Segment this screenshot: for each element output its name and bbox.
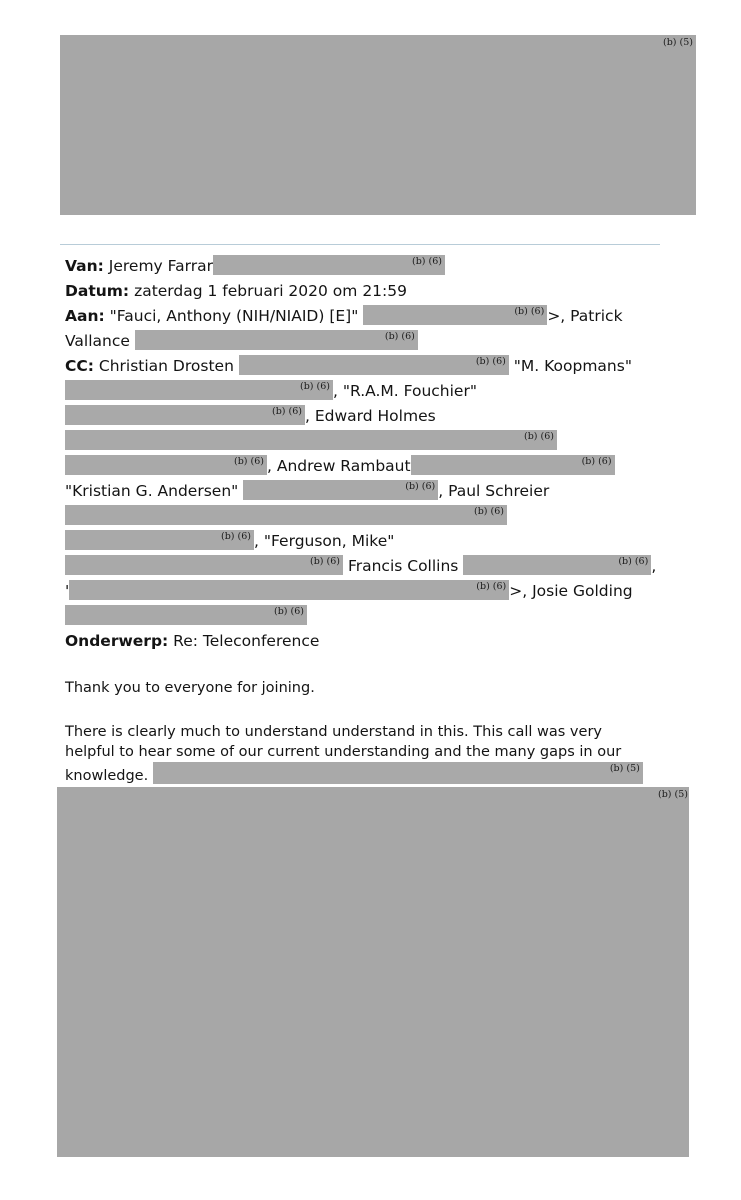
header-divider	[60, 244, 660, 245]
cc-line-5	[65, 454, 685, 479]
redacted-email	[213, 255, 445, 275]
redaction-code: (b) (6)	[234, 456, 264, 467]
body-line-3: knowledge.	[65, 768, 149, 784]
redaction-code: (b) (6)	[310, 556, 340, 567]
redaction-code: (b) (6)	[514, 306, 545, 317]
cc-line-9	[65, 554, 685, 579]
cc-fouchier: , "R.A.M. Fouchier"	[333, 382, 477, 400]
to-line	[65, 304, 685, 329]
redacted-email	[65, 555, 343, 575]
redacted-email	[65, 605, 307, 625]
date-line	[65, 279, 685, 304]
redaction-code: (b) (6)	[475, 356, 506, 367]
redacted-email	[363, 305, 547, 325]
redaction-code: (b) (6)	[581, 456, 612, 467]
cc-line-6	[65, 479, 685, 504]
cc-drosten: Christian Drosten	[98, 357, 234, 375]
cc-line-4	[65, 429, 685, 454]
body-line-3-wrap	[65, 762, 665, 786]
redaction-code: (b) (6)	[300, 381, 330, 392]
cc-line-2	[65, 379, 685, 404]
email-header	[65, 254, 685, 654]
redacted-email	[411, 455, 615, 475]
from-name: Jeremy Farrar	[108, 257, 213, 275]
redaction-code: (b) (6)	[476, 581, 507, 592]
cc-rambaut: , Andrew Rambaut	[267, 457, 411, 475]
to-patrick: >, Patrick	[547, 307, 623, 325]
redacted-email	[65, 380, 333, 400]
redaction-code: (b) (6)	[412, 256, 442, 267]
cc-apostrophe: '	[65, 582, 70, 600]
cc-label: CC:	[65, 357, 94, 375]
redaction-code: (b) (6)	[221, 531, 251, 542]
cc-golding: >, Josie Golding	[509, 582, 633, 600]
redaction-code: (b) (6)	[618, 556, 649, 567]
redaction-code: (b) (5)	[658, 789, 688, 800]
redacted-email	[65, 505, 507, 525]
redaction-code: (b) (6)	[524, 431, 554, 442]
cc-line-8	[65, 529, 685, 554]
redacted-email	[135, 330, 418, 350]
redaction-code: (b) (6)	[272, 406, 302, 417]
cc-ferguson: , "Ferguson, Mike"	[254, 532, 395, 550]
cc-line-7	[65, 504, 685, 529]
redacted-email	[65, 430, 557, 450]
bottom-redaction-block	[57, 787, 689, 1157]
cc-line	[65, 354, 685, 379]
redaction-code: (b) (5)	[609, 763, 640, 774]
top-redaction-block	[60, 35, 696, 215]
date-value: zaterdag 1 februari 2020 om 21:59	[134, 282, 407, 300]
cc-holmes: , Edward Holmes	[305, 407, 436, 425]
cc-line-3	[65, 404, 685, 429]
body-para-2	[65, 722, 665, 786]
body-line-2: helpful to hear some of our current understanding and the many gaps in our	[65, 744, 622, 760]
redacted-email	[463, 555, 651, 575]
redacted-email	[65, 405, 305, 425]
redacted-email	[243, 480, 438, 500]
to-label: Aan:	[65, 307, 105, 325]
to-line-2	[65, 329, 685, 354]
cc-schreier: , Paul Schreier	[438, 482, 550, 500]
redaction-code: (b) (6)	[274, 606, 304, 617]
to-vallance: Vallance	[65, 332, 130, 350]
cc-andersen: "Kristian G. Andersen"	[65, 482, 239, 500]
redacted-email	[239, 355, 509, 375]
redaction-code: (b) (6)	[405, 481, 436, 492]
redaction-code: (b) (6)	[384, 331, 415, 342]
redacted-email	[65, 455, 267, 475]
cc-comma: ,	[651, 557, 657, 575]
cc-collins: Francis Collins	[347, 557, 459, 575]
redacted-email	[65, 530, 254, 550]
body-line-1: There is clearly much to understand understand in this. This call was very	[65, 724, 602, 740]
cc-line-10	[65, 579, 685, 604]
from-label: Van:	[65, 257, 104, 275]
cc-koopmans: "M. Koopmans"	[513, 357, 632, 375]
cc-line-11	[65, 604, 685, 629]
to-fauci: "Fauci, Anthony (NIH/NIAID) [E]"	[109, 307, 359, 325]
date-label: Datum:	[65, 282, 130, 300]
from-line	[65, 254, 685, 279]
redaction-code: (b) (6)	[474, 506, 504, 517]
redacted-text	[153, 762, 643, 784]
redaction-code: (b) (5)	[663, 37, 693, 48]
subject-label: Onderwerp:	[65, 632, 169, 650]
subject-line	[65, 629, 685, 654]
subject-value: Re: Teleconference	[173, 632, 320, 650]
redacted-email	[69, 580, 509, 600]
body-para-1: Thank you to everyone for joining.	[65, 680, 315, 696]
